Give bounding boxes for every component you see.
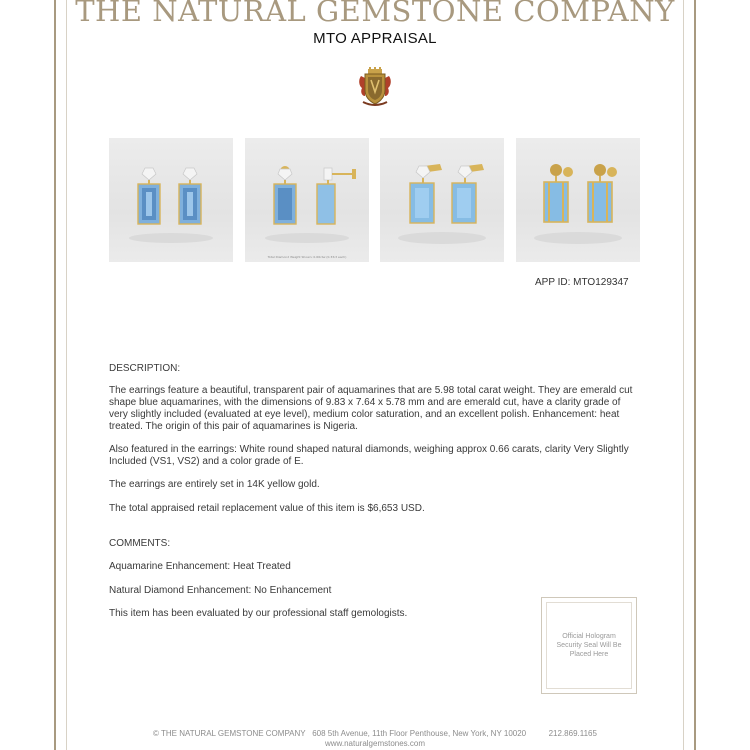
footer <box>0 729 750 749</box>
page-border-left-inner <box>66 0 67 750</box>
page-border-right-outer <box>694 0 696 750</box>
product-photo-side[interactable] <box>245 138 369 262</box>
comment-line: Aquamarine Enhancement: Heat Treated <box>109 561 291 572</box>
company-name: THE NATURAL GEMSTONE COMPANY <box>75 0 675 28</box>
product-photo-front[interactable] <box>109 138 233 262</box>
footer-address: 608 5th Avenue, 11th Floor Penthouse, New York, NY 10020 <box>312 729 527 738</box>
comment-line: Natural Diamond Enhancement: No Enhancement <box>109 585 332 596</box>
product-photo-back[interactable] <box>516 138 640 262</box>
footer-website[interactable]: www.naturalgemstones.com <box>324 739 426 748</box>
comment-line: This item has been evaluated by our professional staff gemologists. <box>109 608 408 619</box>
description-paragraph: The earrings are entirely set in 14K yellow gold. <box>109 479 320 490</box>
app-id: APP ID: MTO129347 <box>535 277 629 288</box>
photo-caption: Total Diamond Weight Shown: 0.66ctw (0.33ct each) <box>267 255 347 259</box>
crest-logo-icon <box>357 66 393 108</box>
description-heading: DESCRIPTION: <box>109 363 181 374</box>
appraised-value: The total appraised retail replacement value of this item is $6,653 USD. <box>109 503 425 514</box>
page-border-right-inner <box>683 0 684 750</box>
product-photo-angled[interactable] <box>380 138 504 262</box>
description-paragraph: The earrings feature a beautiful, transparent pair of aquamarines that are 5.98 total carat weight. They are emerald cut shape blue aquamarines, with the dimensions of 9.83 x 7.64 x 5.78 mm and are emerald cut, have a clarity grade of very slightly included (evaluated at eye level), medium color saturation, and an excellent polish. Enhancement: heat treated. The origin of this pair of aquamarines is Nigeria. <box>109 385 633 432</box>
comments-heading: COMMENTS: <box>109 538 171 549</box>
footer-phone: 212.869.1165 <box>548 729 597 738</box>
footer-line-1 <box>0 729 750 739</box>
description-paragraph: Also featured in the earrings: White round shaped natural diamonds, weighing approx 0.66 carats, clarity Very Slightly Included (VS1, VS2) and a color grade of E. <box>109 444 629 467</box>
product-photos <box>109 138 640 262</box>
footer-copyright: © THE NATURAL GEMSTONE COMPANY <box>153 729 306 738</box>
seal-text: Official Hologram Security Seal Will Be Placed Here <box>546 602 632 689</box>
hologram-seal-placeholder <box>541 597 637 694</box>
document-title: MTO APPRAISAL <box>313 30 437 47</box>
page-border-left-outer <box>54 0 56 750</box>
